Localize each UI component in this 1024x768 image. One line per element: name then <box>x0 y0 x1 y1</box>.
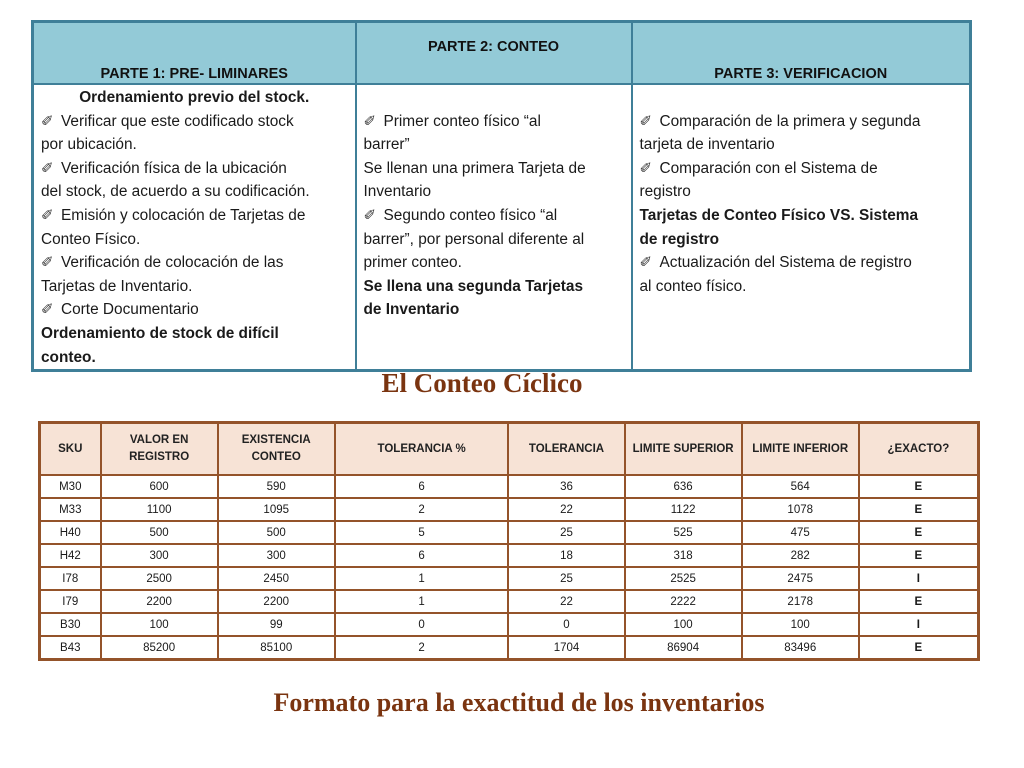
table-cell: 282 <box>743 545 858 566</box>
list-item-cont: tarjeta de inventario <box>639 136 775 154</box>
bold-note-cont: de Inventario <box>363 301 460 319</box>
table-cell: 25 <box>509 522 623 543</box>
list-item: ✐ Verificación física de la ubicación <box>41 157 348 181</box>
column-header: ¿EXACTO? <box>860 424 977 474</box>
table-cell: 2500 <box>102 568 217 589</box>
parte-1-heading: Ordenamiento previo del stock. <box>79 89 310 106</box>
table-cell: I78 <box>41 568 100 589</box>
pencil-icon: ✐ <box>41 112 54 130</box>
column-header: TOLERANCIA % <box>336 424 508 474</box>
table-cell: 83496 <box>743 637 858 658</box>
list-item-cont: barrer”, por personal diferente al <box>363 230 585 248</box>
table-body <box>41 476 977 658</box>
bold-note: Tarjetas de Conteo Físico VS. Sistema <box>639 206 919 224</box>
table-cell: 500 <box>102 522 217 543</box>
bold-note: Ordenamiento de stock de difícil <box>41 324 279 342</box>
table-cell: 1704 <box>509 637 623 658</box>
table-cell: 85100 <box>219 637 334 658</box>
table-cell: B43 <box>41 637 100 658</box>
table-cell: 0 <box>509 614 623 635</box>
table-cell: 2200 <box>102 591 217 612</box>
column-header: TOLERANCIA <box>509 424 623 474</box>
table-cell: 2450 <box>219 568 334 589</box>
table-cell: 36 <box>509 476 623 497</box>
table-cell: 2178 <box>743 591 858 612</box>
table-cell: E <box>860 499 977 520</box>
parte-3-cell <box>632 84 971 371</box>
pencil-icon: ✐ <box>363 112 377 130</box>
table-cell: 2 <box>336 637 508 658</box>
column-header: EXISTENCIA CONTEO <box>219 424 334 474</box>
table-cell: 1095 <box>219 499 334 520</box>
table-cell: E <box>860 545 977 566</box>
table-cell: 85200 <box>102 637 217 658</box>
table-row <box>41 591 977 612</box>
column-header: VALOR EN REGISTRO <box>102 424 217 474</box>
table-cell: 600 <box>102 476 217 497</box>
table-cell: 590 <box>219 476 334 497</box>
bold-note-cont: de registro <box>639 230 720 248</box>
table-cell: 100 <box>102 614 217 635</box>
list-item: ✐ Segundo conteo físico “al <box>364 204 624 228</box>
list-item: ✐ Corte Documentario <box>41 298 348 322</box>
column-header: LIMITE SUPERIOR <box>626 424 741 474</box>
table-cell: 0 <box>336 614 508 635</box>
table-cell: 318 <box>626 545 741 566</box>
table-cell: 5 <box>336 522 508 543</box>
column-header: SKU <box>41 424 100 474</box>
table-cell: H42 <box>41 545 100 566</box>
table-cell: E <box>860 637 977 658</box>
table-cell: 500 <box>219 522 334 543</box>
pencil-icon: ✐ <box>41 159 54 177</box>
table-cell: E <box>860 591 977 612</box>
header-parte-1: PARTE 1: PRE- LIMINARES <box>33 22 356 85</box>
table-cell: 1122 <box>626 499 741 520</box>
table-row <box>41 637 977 658</box>
table-cell: 1 <box>336 568 508 589</box>
table-cell: 86904 <box>626 637 741 658</box>
table-cell: 525 <box>626 522 741 543</box>
table-cell: H40 <box>41 522 100 543</box>
table-cell: 25 <box>509 568 623 589</box>
pencil-icon: ✐ <box>41 206 54 224</box>
list-item: ✐ Verificar que este codificado stock <box>41 110 348 134</box>
list-item-cont: registro <box>639 183 691 201</box>
list-item: ✐ Emisión y colocación de Tarjetas de <box>41 204 348 228</box>
list-item-cont: por ubicación. <box>41 136 137 154</box>
column-header: LIMITE INFERIOR <box>743 424 858 474</box>
list-item-cont: Tarjetas de Inventario. <box>41 277 193 295</box>
list-item-cont: primer conteo. <box>363 254 462 272</box>
table-cell: I <box>860 614 977 635</box>
table-caption: Formato para la exactitud de los inventarios <box>273 688 765 717</box>
list-item-cont: al conteo físico. <box>639 277 747 295</box>
header-parte-2: PARTE 2: CONTEO <box>356 22 632 85</box>
table-row <box>41 545 977 566</box>
table-header-row <box>41 424 977 474</box>
table-cell: E <box>860 476 977 497</box>
list-item: ✐ Actualización del Sistema de registro <box>640 251 963 275</box>
spacer <box>364 86 624 110</box>
table-cell: 2200 <box>219 591 334 612</box>
table-cell: 2475 <box>743 568 858 589</box>
table-cell: 475 <box>743 522 858 543</box>
pencil-icon: ✐ <box>639 254 653 272</box>
table-cell: 1078 <box>743 499 858 520</box>
table-row <box>41 568 977 589</box>
list-item: ✐ Comparación de la primera y segunda <box>640 110 963 134</box>
table-cell: M30 <box>41 476 100 497</box>
parte-2-cell <box>356 84 632 371</box>
section-title: El Conteo Cíclico <box>381 368 583 398</box>
list-item-cont: Inventario <box>363 183 432 201</box>
list-item: Se llenan una primera Tarjeta de <box>363 159 586 177</box>
table-cell: 636 <box>626 476 741 497</box>
list-item: ✐ Verificación de colocación de las <box>41 251 348 275</box>
spacer <box>640 86 963 110</box>
table-row <box>41 522 977 543</box>
inventory-accuracy-table <box>38 421 980 661</box>
parte-1-cell <box>33 84 356 371</box>
table-row <box>41 499 977 520</box>
table-cell: 100 <box>626 614 741 635</box>
pencil-icon: ✐ <box>363 206 377 224</box>
list-item: ✐ Comparación con el Sistema de <box>640 157 963 181</box>
table-cell: 564 <box>743 476 858 497</box>
bold-note: Se llena una segunda Tarjetas <box>363 277 584 295</box>
table-cell: 100 <box>743 614 858 635</box>
table-cell: B30 <box>41 614 100 635</box>
list-item-cont: del stock, de acuerdo a su codificación. <box>41 183 310 201</box>
table-row <box>41 476 977 497</box>
table-cell: E <box>860 522 977 543</box>
table-cell: 6 <box>336 476 508 497</box>
pencil-icon: ✐ <box>41 254 54 272</box>
table-cell: 300 <box>219 545 334 566</box>
table-cell: M33 <box>41 499 100 520</box>
bold-note-cont: conteo. <box>41 348 96 366</box>
table-cell: 22 <box>509 591 623 612</box>
list-item-cont: Conteo Físico. <box>41 230 141 248</box>
table-cell: 6 <box>336 545 508 566</box>
table-cell: 22 <box>509 499 623 520</box>
pencil-icon: ✐ <box>41 301 54 319</box>
table-cell: 1100 <box>102 499 217 520</box>
table-cell: 2525 <box>626 568 741 589</box>
table-cell: 2222 <box>626 591 741 612</box>
procedure-table <box>31 20 972 372</box>
pencil-icon: ✐ <box>639 159 653 177</box>
table-row <box>41 614 977 635</box>
table-cell: 300 <box>102 545 217 566</box>
list-item-cont: barrer” <box>363 136 410 154</box>
table-cell: 99 <box>219 614 334 635</box>
list-item: ✐ Primer conteo físico “al <box>364 110 624 134</box>
table-cell: I <box>860 568 977 589</box>
pencil-icon: ✐ <box>639 112 653 130</box>
table-cell: 2 <box>336 499 508 520</box>
table-cell: 1 <box>336 591 508 612</box>
table-cell: 18 <box>509 545 623 566</box>
header-parte-3: PARTE 3: VERIFICACION <box>632 22 971 85</box>
table-cell: I79 <box>41 591 100 612</box>
